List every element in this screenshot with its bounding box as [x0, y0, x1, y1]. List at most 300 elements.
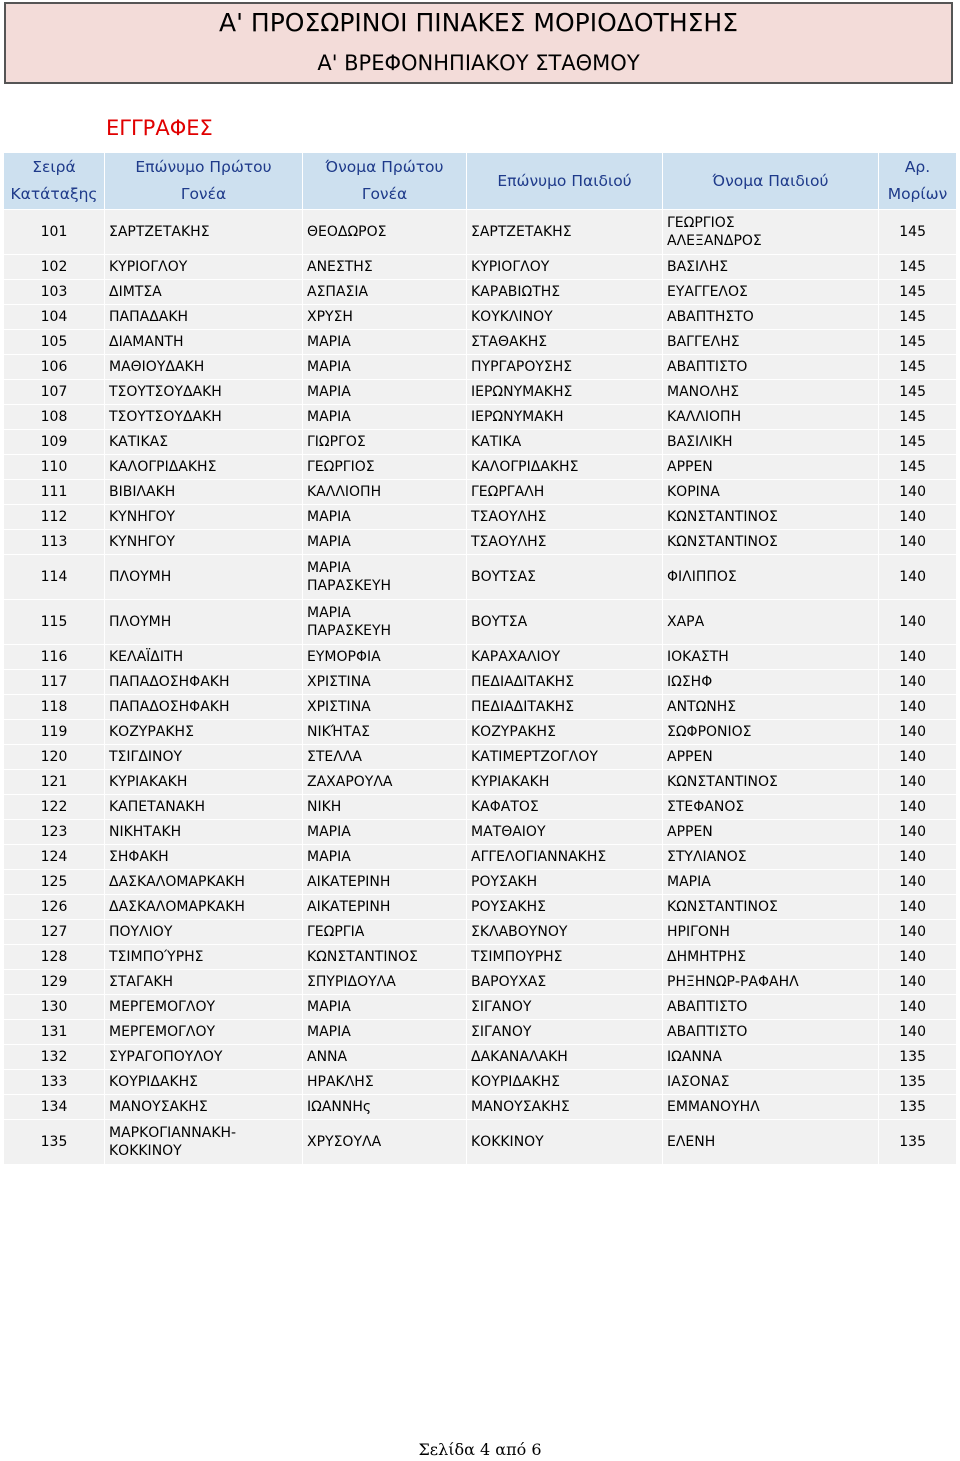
cell-parent-surname: [105, 430, 303, 455]
cell-child-name-line: ΜΑΡΙΑ: [667, 874, 711, 890]
cell-child-name: [663, 210, 879, 255]
cell-parent-surname: [105, 530, 303, 555]
footer-page-number: 4: [480, 1440, 491, 1459]
cell-child-name: [663, 480, 879, 505]
cell-child-surname: [467, 995, 663, 1020]
cell-child-name-line: ΒΑΓΓΕΛΗΣ: [667, 334, 740, 350]
col-header-line: Όνομα Παιδιού: [712, 171, 829, 190]
cell-parent-name: [303, 480, 467, 505]
cell-child-surname-line: ΒΟΥΤΣΑΣ: [471, 569, 536, 585]
cell-parent-name-line: ΝΙΚΗ: [307, 799, 342, 815]
page-title: Α' ΠΡΟΣΩΡΙΝΟΙ ΠΙΝΑΚΕΣ ΜΟΡΙΟΔΟΤΗΣΗΣ: [218, 8, 739, 37]
table-row: [4, 280, 957, 305]
table-row: [4, 770, 957, 795]
cell-parent-surname-line: ΚΟΥΡΙΔΑΚΗΣ: [109, 1074, 199, 1090]
cell-child-name-line: ΑΒΑΠΤΙΣΤΟ: [667, 999, 748, 1015]
cell-parent-surname-line: ΠΑΠΑΔΟΣΗΦΑΚΗ: [109, 674, 230, 690]
cell-parent-surname: [105, 720, 303, 745]
cell-child-surname-line: ΚΑΛΟΓΡΙΔΑΚΗΣ: [471, 459, 579, 475]
col-header-line: Σειρά: [32, 158, 76, 176]
cell-points: 140: [879, 695, 957, 720]
table-row: [4, 920, 957, 945]
cell-parent-name: [303, 970, 467, 995]
cell-parent-name: [303, 355, 467, 380]
cell-child-surname: [467, 210, 663, 255]
cell-parent-name: [303, 210, 467, 255]
cell-parent-surname-line: ΠΑΠΑΔΑΚΗ: [109, 309, 189, 325]
cell-parent-name-line: ΘΕΟΔΩΡΟΣ: [307, 224, 387, 240]
cell-points: 140: [879, 1020, 957, 1045]
cell-rank: 130: [4, 995, 105, 1020]
cell-parent-surname-line: ΚΑΤΙΚΑΣ: [109, 434, 169, 450]
cell-child-surname: [467, 255, 663, 280]
col-header-line: Γονέα: [361, 185, 408, 203]
cell-parent-name-line: ΖΑΧΑΡΟΥΛΑ: [307, 774, 393, 790]
cell-child-name-line: ΑΝΤΩΝΗΣ: [667, 699, 737, 715]
cell-child-surname-line: ΣΙΓΑΝΟΥ: [471, 999, 532, 1015]
cell-points: 135: [879, 1045, 957, 1070]
cell-parent-name: [303, 645, 467, 670]
cell-points: 145: [879, 355, 957, 380]
cell-parent-name-line: ΧΡΙΣΤΙΝΑ: [307, 674, 371, 690]
cell-parent-name-line: ΑΙΚΑΤΕΡΙΝΗ: [307, 874, 391, 890]
cell-parent-surname: [105, 255, 303, 280]
cell-parent-name: [303, 745, 467, 770]
cell-rank: 118: [4, 695, 105, 720]
cell-parent-name-line: ΣΤΕΛΛΑ: [307, 749, 362, 765]
cell-parent-name: [303, 255, 467, 280]
cell-parent-name-line: ΝΙΚΉΤΑΣ: [307, 724, 370, 740]
cell-child-surname-line: ΠΥΡΓΑΡΟΥΣΗΣ: [471, 359, 573, 375]
cell-child-name-line: ΑΡΡΕΝ: [667, 749, 713, 765]
cell-child-surname: [467, 505, 663, 530]
cell-points: 140: [879, 995, 957, 1020]
cell-child-surname-line: ΡΟΥΣΑΚΗ: [471, 874, 538, 890]
cell-parent-surname: [105, 555, 303, 600]
table-row: [4, 1120, 957, 1165]
cell-parent-surname: [105, 480, 303, 505]
col-header-child-name: [663, 153, 879, 210]
cell-child-surname-line: ΙΕΡΩΝΥΜΑΚΗ: [471, 409, 564, 425]
cell-rank: 117: [4, 670, 105, 695]
cell-child-name-line: ΣΩΦΡΟΝΙΟΣ: [667, 724, 752, 740]
cell-parent-surname-line: ΜΑΘΙΟΥΔΑΚΗ: [109, 359, 205, 375]
cell-rank: 127: [4, 920, 105, 945]
cell-parent-name-line: ΕΥΜΟΡΦΙΑ: [307, 649, 381, 665]
cell-child-surname: [467, 970, 663, 995]
cell-child-name-line: ΣΤΥΛΙΑΝΟΣ: [667, 849, 747, 865]
cell-parent-name-line: ΑΣΠΑΣΙΑ: [307, 284, 369, 300]
cell-child-name: [663, 870, 879, 895]
cell-parent-surname: [105, 380, 303, 405]
cell-child-surname: [467, 1120, 663, 1165]
cell-child-name-line: ΧΑΡΑ: [667, 614, 705, 630]
cell-child-name-line: ΚΩΝΣΤΑΝΤΙΝΟΣ: [667, 899, 778, 915]
cell-child-name: [663, 895, 879, 920]
cell-child-name-line: ΚΩΝΣΤΑΝΤΙΝΟΣ: [667, 774, 778, 790]
cell-child-name-line: ΚΑΛΛΙΟΠΗ: [667, 409, 742, 425]
cell-child-name: [663, 555, 879, 600]
cell-child-name: [663, 505, 879, 530]
cell-parent-surname-line: ΚΥΡΙΑΚΑΚΗ: [109, 774, 188, 790]
cell-parent-surname-line: ΜΕΡΓΕΜΟΓΛΟΥ: [109, 1024, 216, 1040]
cell-parent-surname-line: ΠΑΠΑΔΟΣΗΦΑΚΗ: [109, 699, 230, 715]
cell-child-name: [663, 305, 879, 330]
cell-child-surname: [467, 305, 663, 330]
cell-rank: 115: [4, 600, 105, 645]
cell-points: 145: [879, 430, 957, 455]
cell-parent-surname: [105, 1070, 303, 1095]
cell-parent-name-line: ΜΑΡΙΑ: [307, 409, 351, 425]
col-header-child-surname: [467, 153, 663, 210]
cell-points: 145: [879, 405, 957, 430]
table-row: [4, 210, 957, 255]
cell-points: 140: [879, 480, 957, 505]
cell-parent-name: [303, 795, 467, 820]
cell-points: 140: [879, 970, 957, 995]
cell-child-name-line: ΑΒΑΠΤΙΣΤΟ: [667, 359, 748, 375]
cell-rank: 103: [4, 280, 105, 305]
cell-parent-surname: [105, 670, 303, 695]
cell-parent-name-line: ΚΑΛΛΙΟΠΗ: [307, 484, 382, 500]
cell-points: 140: [879, 920, 957, 945]
cell-child-surname: [467, 745, 663, 770]
cell-parent-name-line: ΣΠΥΡΙΔΟΥΛΑ: [307, 974, 396, 990]
table-row: [4, 970, 957, 995]
cell-rank: 123: [4, 820, 105, 845]
table-row: [4, 795, 957, 820]
cell-child-name: [663, 430, 879, 455]
cell-points: 145: [879, 255, 957, 280]
page-footer: [0, 1440, 960, 1459]
cell-parent-surname-line: ΣΑΡΤΖΕΤΑΚΗΣ: [109, 224, 210, 240]
cell-parent-surname-line: ΜΑΝΟΥΣΑΚΗΣ: [109, 1099, 208, 1115]
cell-rank: 133: [4, 1070, 105, 1095]
cell-parent-surname-line: ΚΥΝΗΓΟΥ: [109, 534, 176, 550]
cell-parent-surname-line: ΔΙΜΤΣΑ: [109, 284, 162, 300]
cell-child-surname-line: ΚΟΚΚΙΝΟΥ: [471, 1134, 544, 1150]
cell-parent-surname-line: ΠΛΟΥΜΗ: [109, 569, 172, 585]
cell-child-name: [663, 1070, 879, 1095]
cell-rank: 104: [4, 305, 105, 330]
cell-parent-surname-line: ΤΣΙΜΠΟΎΡΗΣ: [109, 949, 204, 965]
cell-child-name: [663, 770, 879, 795]
cell-rank: 114: [4, 555, 105, 600]
cell-child-surname: [467, 330, 663, 355]
cell-points: 140: [879, 555, 957, 600]
cell-child-name-line: ΕΛΕΝΗ: [667, 1134, 716, 1150]
cell-parent-name-line: ΓΕΩΡΓΙΟΣ: [307, 459, 375, 475]
cell-parent-surname: [105, 645, 303, 670]
cell-parent-surname: [105, 845, 303, 870]
cell-parent-name: [303, 1095, 467, 1120]
cell-child-name: [663, 820, 879, 845]
cell-parent-name: [303, 505, 467, 530]
cell-child-surname-line: ΠΕΔΙΑΔΙΤΑΚΗΣ: [471, 699, 575, 715]
cell-parent-surname: [105, 1020, 303, 1045]
cell-child-surname: [467, 600, 663, 645]
cell-points: 140: [879, 530, 957, 555]
cell-points: 140: [879, 670, 957, 695]
cell-rank: 113: [4, 530, 105, 555]
table-row: [4, 255, 957, 280]
cell-parent-name-line: ΠΑΡΑΣΚΕΥΗ: [307, 578, 392, 594]
col-header-line: Όνομα Πρώτου: [325, 158, 444, 176]
cell-child-name: [663, 1120, 879, 1165]
cell-rank: 121: [4, 770, 105, 795]
cell-parent-surname-line: ΔΙΑΜΑΝΤΗ: [109, 334, 184, 350]
cell-child-surname-line: ΚΟΥΚΛΙΝΟΥ: [471, 309, 553, 325]
cell-parent-surname: [105, 1045, 303, 1070]
cell-child-name: [663, 970, 879, 995]
cell-child-name-line: ΒΑΣΙΛΙΚΗ: [667, 434, 733, 450]
cell-child-surname-line: ΣΤΑΘΑΚΗΣ: [471, 334, 548, 350]
cell-child-surname: [467, 380, 663, 405]
cell-parent-name: [303, 430, 467, 455]
cell-parent-surname: [105, 455, 303, 480]
cell-parent-surname: [105, 995, 303, 1020]
cell-child-name: [663, 845, 879, 870]
table-row: [4, 1045, 957, 1070]
cell-child-name: [663, 795, 879, 820]
cell-parent-name-line: ΑΝΕΣΤΗΣ: [307, 259, 373, 275]
table-row: [4, 870, 957, 895]
cell-child-name: [663, 645, 879, 670]
cell-parent-name: [303, 305, 467, 330]
cell-child-surname: [467, 1045, 663, 1070]
cell-child-name: [663, 1095, 879, 1120]
cell-parent-name-line: ΧΡΥΣΗ: [307, 309, 353, 325]
cell-parent-name-line: ΜΑΡΙΑ: [307, 849, 351, 865]
cell-points: 145: [879, 210, 957, 255]
cell-parent-surname: [105, 600, 303, 645]
cell-child-name-line: ΙΑΣΟΝΑΣ: [667, 1074, 730, 1090]
cell-child-surname-line: ΓΕΩΡΓΑΛΗ: [471, 484, 545, 500]
cell-rank: 119: [4, 720, 105, 745]
cell-parent-surname-line: ΝΙΚΗΤΑΚΗ: [109, 824, 182, 840]
cell-parent-surname: [105, 795, 303, 820]
cell-child-name-line: ΓΕΩΡΓΙΟΣ: [667, 215, 735, 231]
cell-child-name-line: ΦΙΛΙΠΠΟΣ: [667, 569, 737, 585]
cell-parent-surname: [105, 355, 303, 380]
cell-child-name-line: ΙΩΑΝΝΑ: [667, 1049, 722, 1065]
page-subtitle: Α' ΒΡΕΦΟΝΗΠΙΑΚΟΥ ΣΤΑΘΜΟΥ: [317, 51, 640, 75]
cell-child-surname-line: ΚΑΦΑΤΟΣ: [471, 799, 539, 815]
cell-parent-name: [303, 770, 467, 795]
table-row: [4, 355, 957, 380]
cell-child-name: [663, 455, 879, 480]
cell-child-surname-line: ΠΕΔΙΑΔΙΤΑΚΗΣ: [471, 674, 575, 690]
cell-parent-surname: [105, 695, 303, 720]
cell-parent-surname: [105, 1120, 303, 1165]
cell-child-name: [663, 1020, 879, 1045]
table-body: [4, 210, 957, 1165]
table-row: [4, 895, 957, 920]
table-row: [4, 430, 957, 455]
table-row: [4, 405, 957, 430]
cell-child-name-line: ΕΜΜΑΝΟΥΗΛ: [667, 1099, 760, 1115]
table-row: [4, 530, 957, 555]
table-row: [4, 555, 957, 600]
cell-parent-name-line: ΜΑΡΙΑ: [307, 1024, 351, 1040]
cell-child-surname: [467, 430, 663, 455]
cell-child-name-line: ΕΥΑΓΓΕΛΟΣ: [667, 284, 748, 300]
cell-child-name: [663, 720, 879, 745]
cell-points: 145: [879, 280, 957, 305]
cell-child-name-line: ΡΗΞΗΝΩΡ-ΡΑΦΑΗΛ: [667, 974, 799, 990]
cell-parent-name: [303, 720, 467, 745]
cell-parent-name-line: ΙΩΑΝΝΗς: [307, 1099, 372, 1115]
table-row: [4, 695, 957, 720]
cell-rank: 135: [4, 1120, 105, 1165]
cell-child-name: [663, 600, 879, 645]
cell-parent-name-line: ΜΑΡΙΑ: [307, 334, 351, 350]
cell-rank: 112: [4, 505, 105, 530]
cell-rank: 105: [4, 330, 105, 355]
cell-parent-name: [303, 945, 467, 970]
cell-parent-name-line: ΜΑΡΙΑ: [307, 999, 351, 1015]
cell-child-name: [663, 405, 879, 430]
col-header-line: Γονέα: [180, 185, 227, 203]
cell-child-surname: [467, 480, 663, 505]
cell-child-name: [663, 255, 879, 280]
cell-rank: 129: [4, 970, 105, 995]
cell-rank: 108: [4, 405, 105, 430]
cell-child-surname: [467, 920, 663, 945]
cell-rank: 125: [4, 870, 105, 895]
cell-child-name-line: ΚΩΝΣΤΑΝΤΙΝΟΣ: [667, 534, 778, 550]
cell-rank: 122: [4, 795, 105, 820]
cell-parent-name-line: ΓΙΩΡΓΟΣ: [307, 434, 366, 450]
col-header-line: Αρ.: [904, 158, 931, 176]
col-header-line: Μορίων: [887, 185, 948, 203]
footer-page-total: 6: [531, 1440, 542, 1459]
cell-parent-surname-line: ΜΑΡΚΟΓΙΑΝΝΑΚΗ-: [109, 1125, 237, 1141]
cell-parent-name-line: ΜΑΡΙΑ: [307, 560, 351, 576]
col-header-points: [879, 153, 957, 210]
cell-rank: 131: [4, 1020, 105, 1045]
cell-child-surname-line: ΚΥΡΙΟΓΛΟΥ: [471, 259, 550, 275]
cell-child-surname: [467, 820, 663, 845]
table-row: [4, 995, 957, 1020]
cell-parent-name: [303, 870, 467, 895]
cell-child-surname: [467, 845, 663, 870]
cell-child-name: [663, 380, 879, 405]
cell-parent-name: [303, 380, 467, 405]
cell-parent-surname: [105, 305, 303, 330]
cell-parent-surname-line: ΤΣΟΥΤΣΟΥΔΑΚΗ: [109, 409, 222, 425]
cell-points: 140: [879, 720, 957, 745]
cell-parent-name: [303, 920, 467, 945]
cell-child-surname-line: ΔΑΚΑΝΑΛΑΚΗ: [471, 1049, 568, 1065]
section-label: ΕΓΓΡΑΦΕΣ: [106, 116, 213, 140]
cell-parent-name: [303, 455, 467, 480]
cell-parent-name-line: ΜΑΡΙΑ: [307, 384, 351, 400]
cell-child-surname-line: ΚΑΡΑΒΙΩΤΗΣ: [471, 284, 561, 300]
cell-child-surname: [467, 670, 663, 695]
cell-parent-name-line: ΜΑΡΙΑ: [307, 534, 351, 550]
cell-child-name-line: ΔΗΜΗΤΡΗΣ: [667, 949, 747, 965]
cell-child-surname-line: ΚΑΤΙΚΑ: [471, 434, 522, 450]
cell-points: 145: [879, 380, 957, 405]
cell-child-surname: [467, 1070, 663, 1095]
cell-parent-name-line: ΜΑΡΙΑ: [307, 509, 351, 525]
cell-parent-surname: [105, 820, 303, 845]
cell-parent-name: [303, 1070, 467, 1095]
cell-parent-name: [303, 1020, 467, 1045]
cell-parent-name: [303, 405, 467, 430]
cell-parent-surname-line: ΣΥΡΑΓΟΠΟΥΛΟΥ: [109, 1049, 223, 1065]
cell-child-surname: [467, 355, 663, 380]
cell-parent-name: [303, 670, 467, 695]
cell-parent-surname: [105, 745, 303, 770]
cell-child-name: [663, 670, 879, 695]
cell-rank: 126: [4, 895, 105, 920]
cell-child-surname: [467, 1095, 663, 1120]
cell-parent-name: [303, 330, 467, 355]
cell-points: 135: [879, 1070, 957, 1095]
cell-points: 135: [879, 1120, 957, 1165]
col-header-parent-name: [303, 153, 467, 210]
cell-child-surname-line: ΚΟΖΥΡΑΚΗΣ: [471, 724, 556, 740]
cell-parent-surname-line: ΔΑΣΚΑΛΟΜΑΡΚΑΚΗ: [109, 899, 245, 915]
cell-child-name: [663, 530, 879, 555]
cell-child-surname-line: ΒΟΥΤΣΑ: [471, 614, 528, 630]
cell-child-name-line: ΒΑΣΙΛΗΣ: [667, 259, 729, 275]
cell-parent-surname-line: ΠΟΥΛΙΟΥ: [109, 924, 173, 940]
cell-parent-surname-line: ΒΙΒΙΛΑΚΗ: [109, 484, 176, 500]
cell-child-surname-line: ΤΣΑΟΥΛΗΣ: [471, 534, 547, 550]
cell-child-name: [663, 355, 879, 380]
cell-child-surname-line: ΡΟΥΣΑΚΗΣ: [471, 899, 546, 915]
cell-parent-name-line: ΧΡΙΣΤΙΝΑ: [307, 699, 371, 715]
cell-parent-surname: [105, 870, 303, 895]
cell-child-surname-line: ΒΑΡΟΥΧΑΣ: [471, 974, 547, 990]
cell-child-surname: [467, 945, 663, 970]
footer-middle: από: [490, 1440, 532, 1459]
cell-parent-name: [303, 555, 467, 600]
cell-child-surname-line: ΜΑΝΟΥΣΑΚΗΣ: [471, 1099, 570, 1115]
table-row: [4, 1070, 957, 1095]
cell-points: 140: [879, 820, 957, 845]
cell-parent-surname: [105, 405, 303, 430]
cell-parent-name-line: ΜΑΡΙΑ: [307, 824, 351, 840]
cell-rank: 101: [4, 210, 105, 255]
table-row: [4, 1095, 957, 1120]
cell-child-surname-line: ΤΣΙΜΠΟΥΡΗΣ: [471, 949, 563, 965]
cell-child-surname: [467, 555, 663, 600]
cell-child-surname-line: ΣΙΓΑΝΟΥ: [471, 1024, 532, 1040]
cell-rank: 124: [4, 845, 105, 870]
cell-child-name-line: ΑΡΡΕΝ: [667, 824, 713, 840]
cell-points: 145: [879, 330, 957, 355]
cell-child-surname-line: ΑΓΓΕΛΟΓΙΑΝΝΑΚΗΣ: [471, 849, 607, 865]
cell-points: 140: [879, 895, 957, 920]
cell-parent-surname-line: ΤΣΙΓΔΙΝΟΥ: [109, 749, 183, 765]
cell-parent-name-line: ΜΑΡΙΑ: [307, 359, 351, 375]
cell-child-surname-line: ΙΕΡΩΝΥΜΑΚΗΣ: [471, 384, 573, 400]
cell-child-name-line: ΑΒΑΠΤΙΣΤΟ: [667, 1024, 748, 1040]
cell-parent-name-line: ΓΕΩΡΓΙΑ: [307, 924, 365, 940]
cell-child-surname-line: ΚΑΡΑΧΑΛΙΟΥ: [471, 649, 561, 665]
table-row: [4, 600, 957, 645]
cell-points: 140: [879, 870, 957, 895]
cell-parent-surname-line: ΤΣΟΥΤΣΟΥΔΑΚΗ: [109, 384, 222, 400]
cell-child-surname: [467, 870, 663, 895]
cell-points: 145: [879, 455, 957, 480]
cell-child-name-line: ΣΤΕΦΑΝΟΣ: [667, 799, 745, 815]
cell-child-name-line: ΜΑΝΟΛΗΣ: [667, 384, 740, 400]
